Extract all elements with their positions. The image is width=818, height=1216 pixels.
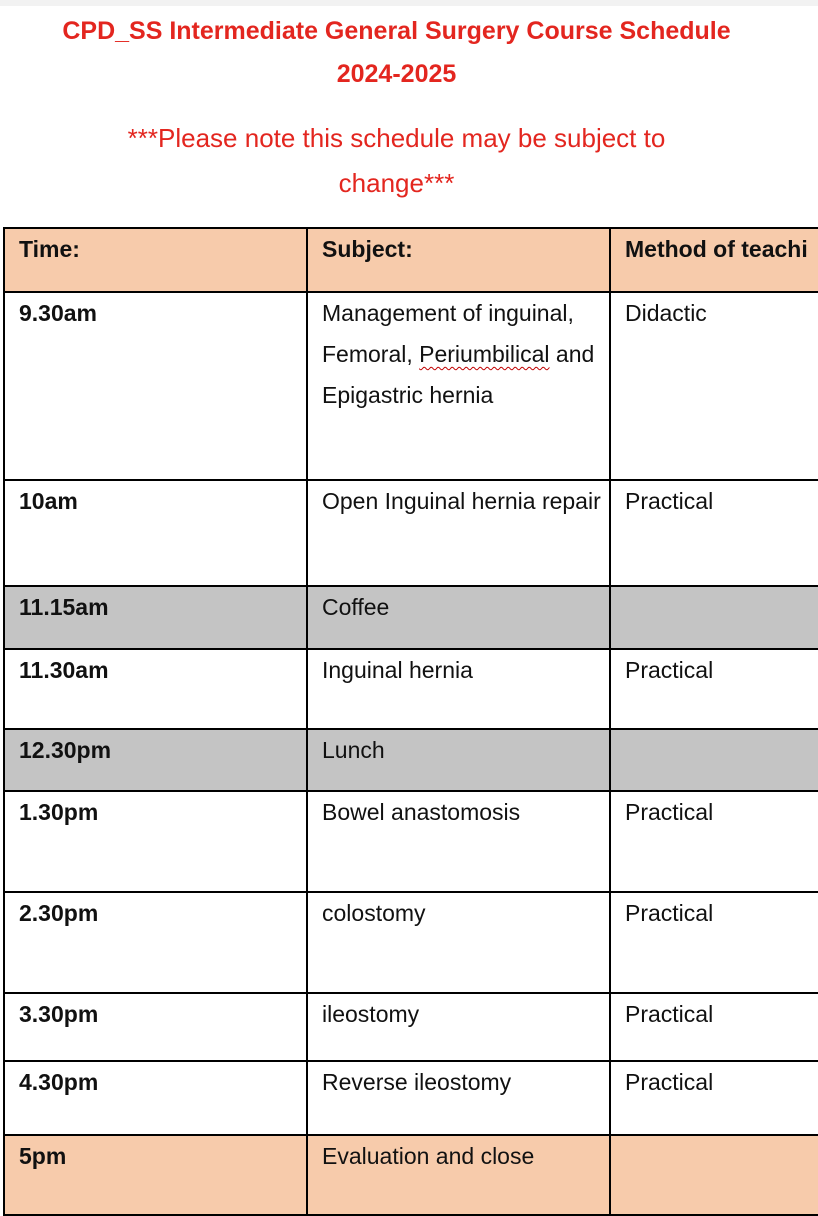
row-time: 11.30am [4,649,307,729]
header-subject: Subject: [307,228,610,292]
row-subject: colostomy [307,892,610,993]
table-row [4,892,818,993]
spellcheck-word: Periumbilical [419,341,550,367]
header-time: Time: [4,228,307,292]
table-row [4,480,818,586]
schedule-table [3,227,818,1216]
row-time: 9.30am [4,292,307,480]
row-method [610,586,818,649]
subject-text: Management of inguinal, Femoral, [322,300,574,367]
row-subject: Reverse ileostomy [307,1061,610,1135]
header-method: Method of teachi [610,228,818,292]
table-row [4,791,818,892]
row-subject [307,292,610,480]
table-row-final [4,1135,818,1215]
row-method [610,729,818,791]
row-time: 2.30pm [4,892,307,993]
table-row-break [4,586,818,649]
table-row [4,1061,818,1135]
table-row-break [4,729,818,791]
row-time: 1.30pm [4,791,307,892]
subject-text: and Epigastric hernia [322,341,595,408]
row-time: 3.30pm [4,993,307,1061]
row-method: Practical [610,480,818,586]
table-header-row [4,228,818,292]
row-subject: Bowel anastomosis [307,791,610,892]
row-method: Practical [610,1061,818,1135]
document-title-year: 2024-2025 [336,60,457,88]
schedule-note: ***Please note this schedule may be subject to [127,123,666,153]
table-row [4,292,818,480]
row-method: Practical [610,649,818,729]
row-time: 12.30pm [4,729,307,791]
row-subject: ileostomy [307,993,610,1061]
schedule-note-continued: change*** [338,168,455,198]
row-time: 11.15am [4,586,307,649]
row-subject: Inguinal hernia [307,649,610,729]
row-method: Practical [610,791,818,892]
row-method: Didactic [610,292,818,480]
row-method: Practical [610,892,818,993]
row-method [610,1135,818,1215]
row-time: 10am [4,480,307,586]
row-subject: Open Inguinal hernia repair [307,480,610,586]
row-time: 5pm [4,1135,307,1215]
row-time: 4.30pm [4,1061,307,1135]
row-method: Practical [610,993,818,1061]
row-subject: Coffee [307,586,610,649]
table-row [4,993,818,1061]
table-row [4,649,818,729]
document-title: CPD_SS Intermediate General Surgery Course Schedule [62,17,731,45]
top-bar [0,0,818,6]
row-subject: Lunch [307,729,610,791]
row-subject: Evaluation and close [307,1135,610,1215]
